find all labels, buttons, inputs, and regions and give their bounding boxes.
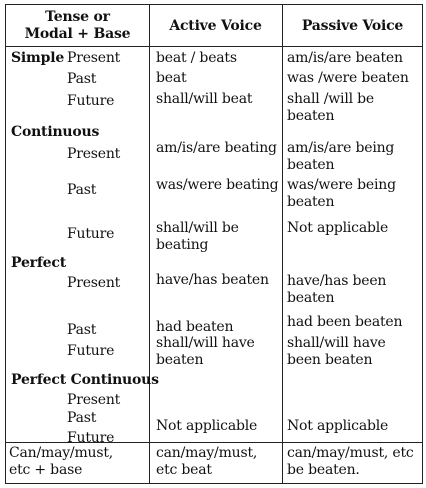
simple-future-passive-line1: shall /will be <box>287 91 374 107</box>
cont-past-passive-line2: beaten <box>287 194 335 210</box>
perf-past-active: had beaten <box>156 319 234 335</box>
pc-present-label: Present <box>67 392 121 408</box>
perf-future-active-line1: shall/will have <box>156 335 255 351</box>
group-perfect-continuous: Perfect Continuous <box>11 372 159 388</box>
column-divider-2 <box>282 5 283 483</box>
simple-present-label: Present <box>67 50 121 66</box>
perf-present-label: Present <box>67 275 121 291</box>
cont-present-passive-line1: am/is/are being <box>287 140 395 156</box>
perf-present-active: have/has beaten <box>156 272 269 288</box>
perf-present-passive-line2: beaten <box>287 290 335 306</box>
cont-past-label: Past <box>67 182 97 198</box>
modal-label-line2: etc + base <box>9 462 83 478</box>
simple-past-active: beat <box>156 70 187 86</box>
cont-present-label: Present <box>67 146 121 162</box>
group-continuous: Continuous <box>11 124 100 140</box>
header-active-voice: Active Voice <box>169 18 262 34</box>
header-tense-line1: Tense or <box>45 9 110 25</box>
column-divider-1 <box>149 5 150 483</box>
cont-future-passive: Not applicable <box>287 220 389 236</box>
perf-future-label: Future <box>67 343 115 359</box>
grammar-table <box>5 4 423 484</box>
header-divider <box>6 46 422 47</box>
modal-active-line1: can/may/must, <box>156 445 258 461</box>
perf-present-passive-line1: have/has been <box>287 273 387 289</box>
cont-present-active: am/is/are beating <box>156 140 277 156</box>
header-passive-voice: Passive Voice <box>301 18 404 34</box>
simple-future-passive-line2: beaten <box>287 108 335 124</box>
simple-past-label: Past <box>67 71 97 87</box>
perf-future-active-line2: beaten <box>156 352 204 368</box>
simple-future-active: shall/will beat <box>156 91 253 107</box>
perf-future-passive-line1: shall/will have <box>287 335 386 351</box>
cont-present-passive-line2: beaten <box>287 157 335 173</box>
cont-future-active-line2: beating <box>156 237 209 253</box>
modal-passive-line1: can/may/must, etc <box>287 445 414 461</box>
pc-active: Not applicable <box>156 418 258 434</box>
modal-label-line1: Can/may/must, <box>9 445 113 461</box>
cont-future-label: Future <box>67 226 115 242</box>
cont-past-active: was/were beating <box>156 177 279 193</box>
modal-active-line2: etc beat <box>156 462 212 478</box>
simple-present-passive: am/is/are beaten <box>287 50 403 66</box>
header-tense-line2: Modal + Base <box>24 26 131 42</box>
pc-past-label: Past <box>67 410 97 426</box>
simple-future-label: Future <box>67 93 115 109</box>
perf-past-label: Past <box>67 322 97 338</box>
group-perfect: Perfect <box>11 255 66 271</box>
simple-past-passive: was /were beaten <box>287 70 409 86</box>
group-simple: Simple <box>11 50 65 66</box>
pc-passive: Not applicable <box>287 418 389 434</box>
cont-past-passive-line1: was/were being <box>287 177 396 193</box>
perf-past-passive: had been beaten <box>287 314 403 330</box>
cont-future-active-line1: shall/will be <box>156 220 239 236</box>
perf-future-passive-line2: been beaten <box>287 352 373 368</box>
pc-future-label: Future <box>67 430 115 446</box>
modal-passive-line2: be beaten. <box>287 462 360 478</box>
simple-present-active: beat / beats <box>156 50 237 66</box>
